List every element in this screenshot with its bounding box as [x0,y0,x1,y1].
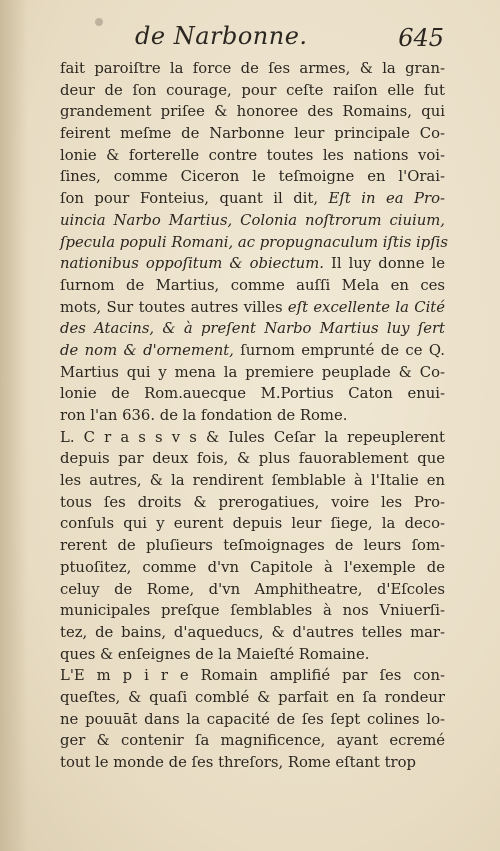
text-line [60,58,445,80]
text-segment: deur de ſon courage, pour ceſte raiſon elle fut [60,81,445,99]
text-line [60,470,445,492]
italic-segment: eſt excellente la Cité [287,298,445,316]
text-segment: ſurnom de Martius, comme auſſi Mela en ces [60,276,445,294]
text-line [60,730,445,752]
text-line [60,383,445,405]
text-line [60,232,448,254]
text-segment: rerent de pluſieurs teſmoignages de leurs ſom- [60,537,445,555]
italic-segment: de nom & d'ornement, [60,341,234,359]
text-line [60,448,445,470]
text-line [60,123,445,145]
text-line [60,535,445,557]
text-segment: lonie & forterelle contre toutes les nations voi- [60,146,445,164]
running-title: de Narbonne. [135,22,308,50]
text-segment: grandement priſee & honoree des Romains, qui [60,103,445,121]
text-segment: fait paroiſtre la force de ſes armes, & la gran- [60,60,445,77]
text-line [60,145,445,167]
text-segment: feirent meſme de Narbonne leur principale Co- [60,125,445,143]
text-segment: ptuoſitez, comme d'vn Capitole à l'exemple de [60,558,445,576]
text-line [60,752,445,774]
body-text [60,58,448,774]
text-segment: ne pouuāt dans la capacité de ſes ſept colines lo- [60,710,445,728]
text-segment: Martius qui y mena la premiere peuplade & Co- [60,363,445,381]
text-line [60,340,445,362]
text-line [60,513,445,535]
text-line [60,275,445,297]
text-line [60,297,445,319]
text-segment: depuis par deux fois, & plus fauorablement que [60,450,445,468]
text-line [60,665,445,687]
text-line [60,709,445,731]
text-segment: L'E m p i r e Romain amplifié par ſes con- [60,667,445,685]
text-segment: queſtes, & quaſi comblé & parfait en ſa rondeur [60,688,445,706]
text-line [60,492,445,514]
text-segment: les autres, & la rendirent ſemblable à l'Italie en [60,472,445,490]
text-segment: ſurnom emprunté de ce Q. [233,341,445,359]
text-line [60,600,445,622]
text-line [60,622,445,644]
text-line [60,405,445,427]
text-segment: ron l'an 636. de la fondation de Rome. [60,407,348,424]
text-segment: L. C r a s s v s & Iules Ceſar la repeuplerent [60,428,445,446]
text-segment: ſines, comme Ciceron le teſmoigne en l'Orai- [60,168,445,186]
text-segment: mots, Sur toutes autres villes [60,298,288,316]
text-line [60,101,445,123]
italic-segment: des Atacins, & à preſent Narbo Martius luy ſert [60,320,445,338]
text-line [60,166,445,188]
page-gutter-shadow [0,0,28,851]
text-line [60,557,445,579]
text-line [60,427,445,449]
text-segment: tout le monde de ſes threſors, Rome eſtant trop [60,754,416,771]
text-line [60,253,445,275]
page-number: 645 [398,24,444,52]
italic-segment: ſpecula populi Romani, ac propugnaculum iſtis ipſis [60,233,448,251]
text-segment: lonie de Rom.auecque M.Portius Caton enui- [60,385,445,403]
text-segment: tous ſes droits & prerogatiues, voire les Pro- [60,493,445,511]
text-line [60,579,445,601]
page-header [0,22,500,56]
text-segment: municipales preſque ſemblables à nos Vniuerſi- [60,602,445,620]
italic-segment: uincia Narbo Martius, Colonia noſtrorum ciuium, [60,211,445,229]
text-line [60,188,445,210]
text-line [60,80,445,102]
italic-segment: nationibus oppoſitum & obiectum. [60,255,324,273]
text-line [60,210,445,232]
text-segment: ques & enſeignes de la Maieſté Romaine. [60,645,370,663]
text-segment: ger & contenir ſa magnificence, ayant ecremé [60,732,445,750]
text-segment: Il luy donne le [323,255,445,273]
text-segment: ſon pour Fonteius, quant il dit, [60,190,329,208]
text-line [60,362,445,384]
text-segment: tez, de bains, d'aqueducs, & d'autres telles mar- [60,623,445,641]
text-segment: celuy de Rome, d'vn Amphitheatre, d'Eſcoles [60,580,445,598]
text-line [60,644,445,666]
text-segment: conſuls qui y eurent depuis leur ſiege, la deco- [60,515,445,533]
text-line [60,318,445,340]
italic-segment: Eſt in ea Pro- [328,190,445,208]
text-line [60,687,445,709]
